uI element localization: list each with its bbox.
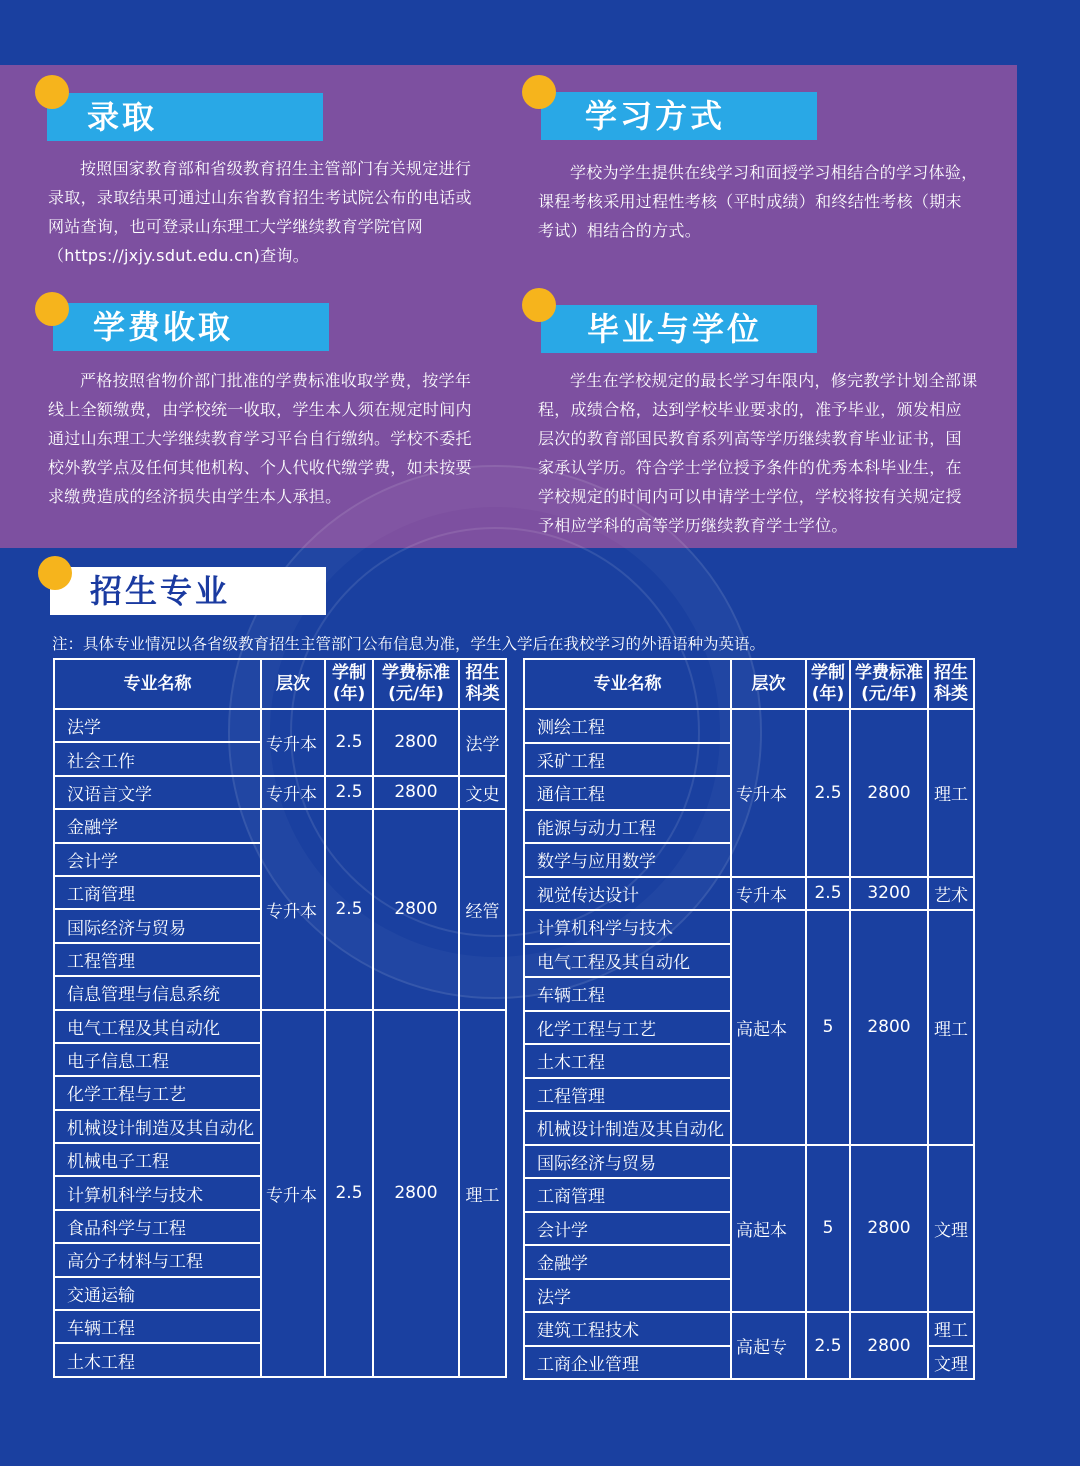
section-title-graduation: 毕业与学位	[587, 310, 763, 348]
fee-cell: 2800	[373, 809, 459, 1009]
major-name-cell: 测绘工程	[524, 709, 731, 743]
header-major-name: 专业名称	[524, 659, 731, 709]
major-name-cell: 会计学	[54, 843, 261, 876]
bullet-dot-icon	[522, 288, 556, 322]
table-header-row	[524, 659, 974, 709]
majors-note: 注：具体专业情况以各省级教育招生主管部门公布信息为准，学生入学后在我校学习的外语语种为英语。	[52, 635, 766, 653]
fee-cell: 2800	[373, 776, 459, 809]
major-name-cell: 国际经济与贸易	[524, 1145, 731, 1179]
major-name-cell: 法学	[524, 1279, 731, 1313]
header-fee: 学费标准 (元/年)	[850, 659, 928, 709]
fee-cell: 2800	[373, 709, 459, 776]
category-cell: 理工	[459, 1010, 506, 1377]
major-name-cell: 金融学	[54, 809, 261, 842]
major-name-cell: 工程管理	[524, 1078, 731, 1112]
section-header-majors	[50, 567, 326, 615]
major-name-cell: 工商管理	[54, 876, 261, 909]
category-cell: 艺术	[928, 877, 974, 911]
level-cell: 专升本	[731, 709, 806, 877]
admission-text: 按照国家教育部和省级教育招生主管部门有关规定进行录取，录取结果可通过山东省教育招生考试院公布的电话或网站查询，也可登录山东理工大学继续教育学院官网（https://jxjy.sdut.edu.cn)查询。	[48, 159, 472, 265]
header-level: 层次	[731, 659, 806, 709]
years-cell: 2.5	[806, 1312, 850, 1379]
category-cell: 经管	[459, 809, 506, 1009]
major-name-cell: 通信工程	[524, 776, 731, 810]
fee-cell: 3200	[850, 877, 928, 911]
level-cell: 专升本	[261, 809, 325, 1009]
table-header-row	[54, 659, 506, 709]
bullet-dot-icon	[522, 75, 556, 109]
section-header-tuition	[53, 303, 329, 351]
table-row	[54, 709, 506, 742]
study-mode-text: 学校为学生提供在线学习和面授学习相结合的学习体验，课程考核采用过程性考核（平时成绩）和终结性考核（期末考试）相结合的方式。	[538, 163, 978, 240]
years-cell: 2.5	[325, 809, 373, 1009]
table-row	[524, 910, 974, 944]
fee-cell: 2800	[850, 1312, 928, 1379]
table-row	[524, 709, 974, 743]
category-cell: 理工	[928, 1312, 974, 1346]
fee-cell: 2800	[373, 1010, 459, 1377]
fee-cell: 2800	[850, 910, 928, 1145]
major-name-cell: 工商企业管理	[524, 1346, 731, 1380]
section-header-study-mode	[541, 92, 817, 140]
table-row	[524, 877, 974, 911]
section-title-study-mode: 学习方式	[585, 97, 726, 135]
table-row	[524, 1145, 974, 1179]
table-row	[54, 1010, 506, 1043]
major-name-cell: 工程管理	[54, 943, 261, 976]
major-name-cell: 交通运输	[54, 1277, 261, 1310]
major-name-cell: 土木工程	[54, 1343, 261, 1376]
major-name-cell: 采矿工程	[524, 743, 731, 777]
major-name-cell: 高分子材料与工程	[54, 1243, 261, 1276]
category-cell: 文史	[459, 776, 506, 809]
level-cell: 专升本	[261, 709, 325, 776]
years-cell: 2.5	[325, 776, 373, 809]
major-name-cell: 法学	[54, 709, 261, 742]
bullet-dot-icon	[38, 556, 72, 590]
major-name-cell: 数学与应用数学	[524, 843, 731, 877]
section-title-majors: 招生专业	[90, 572, 231, 610]
table-row	[54, 809, 506, 842]
years-cell: 2.5	[806, 709, 850, 877]
major-name-cell: 建筑工程技术	[524, 1312, 731, 1346]
major-name-cell: 工商管理	[524, 1178, 731, 1212]
bullet-dot-icon	[35, 292, 69, 326]
major-name-cell: 社会工作	[54, 742, 261, 775]
header-years: 学制 (年)	[325, 659, 373, 709]
major-name-cell: 计算机科学与技术	[54, 1176, 261, 1209]
level-cell: 高起本	[731, 910, 806, 1145]
major-name-cell: 国际经济与贸易	[54, 909, 261, 942]
major-name-cell: 电气工程及其自动化	[54, 1010, 261, 1043]
majors-table-right	[523, 658, 975, 1380]
section-title-admission: 录取	[87, 98, 158, 136]
level-cell: 高起本	[731, 1145, 806, 1313]
major-name-cell: 机械设计制造及其自动化	[524, 1111, 731, 1145]
section-header-admission	[47, 93, 323, 141]
years-cell: 5	[806, 1145, 850, 1313]
category-cell: 文理	[928, 1145, 974, 1313]
major-name-cell: 化学工程与工艺	[54, 1076, 261, 1109]
tuition-text: 严格按照省物价部门批准的学费标准收取学费，按学年线上全额缴费，由学校统一收取，学生本人须在规定时间内通过山东理工大学继续教育学习平台自行缴纳。学校不委托校外教学点及任何其他机构、个人代收代缴学费，如未按要求缴费造成的经济损失由学生本人承担。	[48, 371, 472, 506]
header-major-name: 专业名称	[54, 659, 261, 709]
major-name-cell: 车辆工程	[54, 1310, 261, 1343]
graduation-text: 学生在学校规定的最长学习年限内，修完教学计划全部课程，成绩合格，达到学校毕业要求的，准予毕业，颁发相应层次的教育部国民教育系列高等学历继续教育毕业证书，国家承认学历。符合学士学位授予条件的优秀本科毕业生，在学校规定的时间内可以申请学士学位，学校将按有关规定授予相应学科的高等学历继续教育学士学位。	[538, 371, 978, 535]
header-years: 学制 (年)	[806, 659, 850, 709]
table-row	[524, 1312, 974, 1346]
bullet-dot-icon	[35, 75, 69, 109]
major-name-cell: 机械设计制造及其自动化	[54, 1110, 261, 1143]
category-cell: 法学	[459, 709, 506, 776]
section-title-tuition: 学费收取	[93, 308, 234, 346]
fee-cell: 2800	[850, 1145, 928, 1313]
years-cell: 2.5	[806, 877, 850, 911]
major-name-cell: 汉语言文学	[54, 776, 261, 809]
major-name-cell: 机械电子工程	[54, 1143, 261, 1176]
major-name-cell: 电子信息工程	[54, 1043, 261, 1076]
major-name-cell: 化学工程与工艺	[524, 1011, 731, 1045]
header-level: 层次	[261, 659, 325, 709]
major-name-cell: 土木工程	[524, 1044, 731, 1078]
major-name-cell: 金融学	[524, 1245, 731, 1279]
major-name-cell: 计算机科学与技术	[524, 910, 731, 944]
major-name-cell: 会计学	[524, 1212, 731, 1246]
level-cell: 专升本	[731, 877, 806, 911]
majors-table-left	[53, 658, 507, 1378]
years-cell: 5	[806, 910, 850, 1145]
header-fee: 学费标准 (元/年)	[373, 659, 459, 709]
major-name-cell: 电气工程及其自动化	[524, 944, 731, 978]
major-name-cell: 食品科学与工程	[54, 1210, 261, 1243]
category-cell: 理工	[928, 910, 974, 1145]
level-cell: 专升本	[261, 776, 325, 809]
years-cell: 2.5	[325, 709, 373, 776]
major-name-cell: 车辆工程	[524, 977, 731, 1011]
level-cell: 专升本	[261, 1010, 325, 1377]
level-cell: 高起专	[731, 1312, 806, 1379]
category-cell: 理工	[928, 709, 974, 877]
section-header-graduation	[541, 305, 817, 353]
major-name-cell: 视觉传达设计	[524, 877, 731, 911]
header-category: 招生 科类	[928, 659, 974, 709]
table-row	[54, 776, 506, 809]
header-category: 招生 科类	[459, 659, 506, 709]
major-name-cell: 能源与动力工程	[524, 810, 731, 844]
category-cell: 文理	[928, 1346, 974, 1380]
major-name-cell: 信息管理与信息系统	[54, 976, 261, 1009]
years-cell: 2.5	[325, 1010, 373, 1377]
fee-cell: 2800	[850, 709, 928, 877]
